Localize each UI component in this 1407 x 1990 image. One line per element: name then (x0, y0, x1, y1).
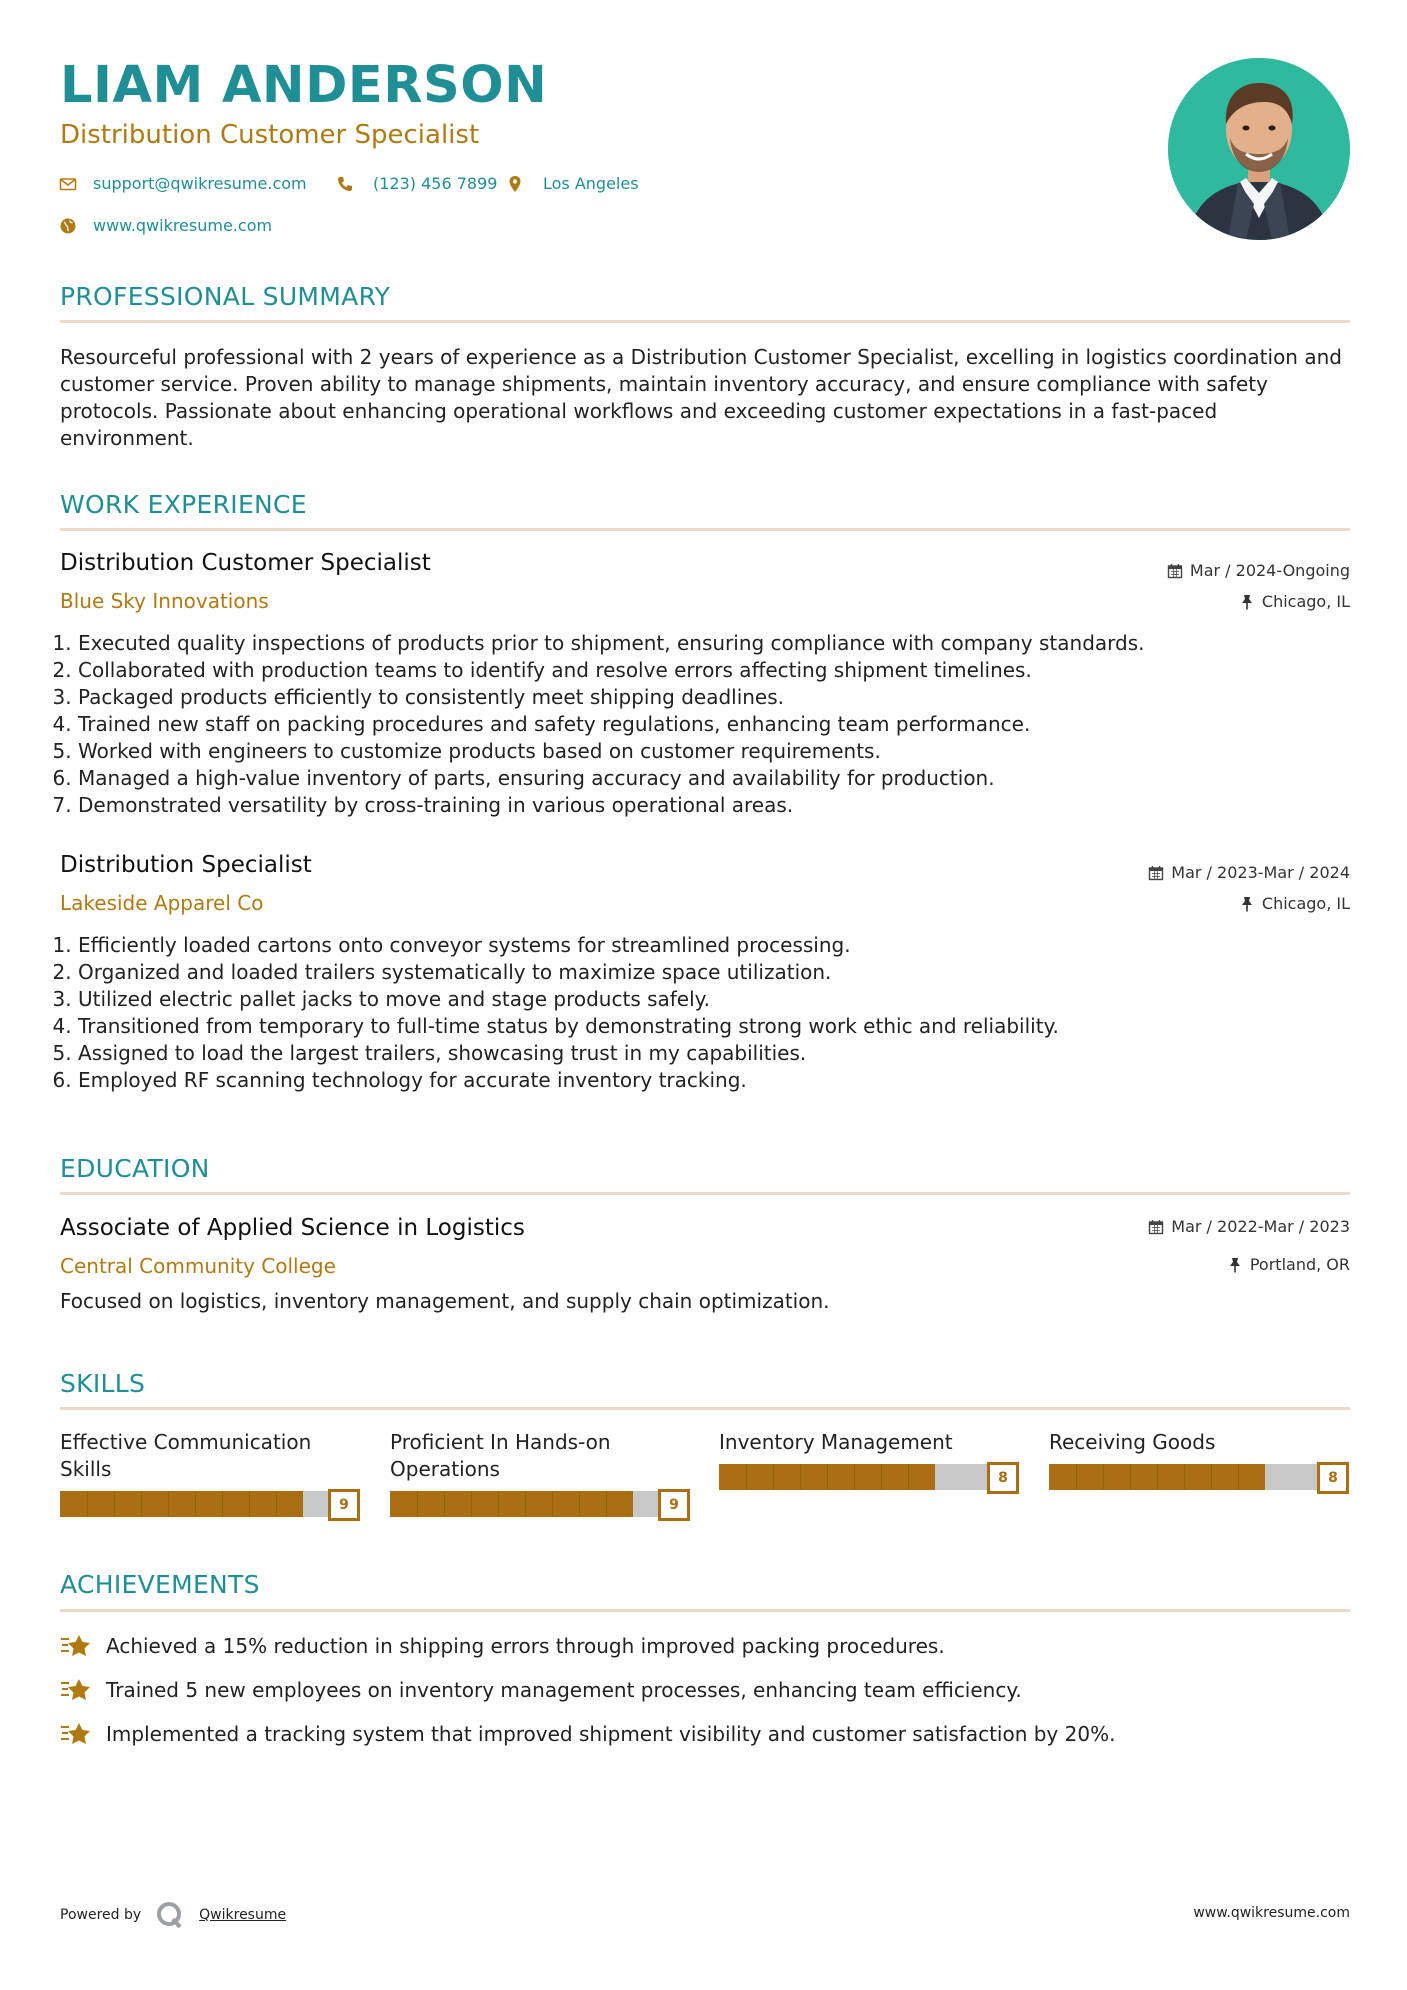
list-item: 5. Assigned to load the largest trailers, showcasing trust in my capabilities. (78, 1040, 1368, 1067)
skill-bar-segment (195, 1491, 196, 1517)
powered-by-label: Powered by (60, 1907, 142, 1923)
summary-divider (60, 320, 1350, 323)
skill-score: 8 (1317, 1462, 1349, 1494)
globe-icon (59, 217, 77, 235)
list-item: 2. Organized and loaded trailers systematically to maximize space utilization. (78, 959, 1368, 986)
portrait-avatar (1168, 58, 1350, 240)
candidate-title: Distribution Customer Specialist (60, 120, 480, 150)
skill-item (390, 1429, 690, 1519)
experience-divider (60, 528, 1350, 531)
skill-bar-track (390, 1491, 660, 1517)
email-link[interactable]: support@qwikresume.com (93, 174, 307, 193)
website-link[interactable]: www.qwikresume.com (93, 216, 273, 235)
skill-bar-segment (854, 1464, 855, 1490)
skill-bar-segment (249, 1491, 250, 1517)
skill-bar-fill (60, 1491, 303, 1517)
achievement-item (60, 1721, 1115, 1747)
skill-bar-segment (498, 1491, 499, 1517)
footer-brand-link[interactable]: Qwikresume (199, 1907, 287, 1923)
skill-rating-bar (390, 1489, 690, 1519)
skill-bar-segment (222, 1491, 223, 1517)
skill-name: Effective Communication Skills (60, 1430, 312, 1481)
job-location-text: Chicago, IL (1261, 592, 1350, 611)
job-role: Distribution Customer Specialist (60, 550, 431, 576)
skill-bar-segment (552, 1491, 553, 1517)
education-school: Central Community College (60, 1254, 336, 1278)
job-company: Blue Sky Innovations (60, 589, 269, 613)
achievement-item (60, 1633, 945, 1659)
profile-photo (1168, 58, 1350, 240)
achievement-text: Trained 5 new employees on inventory management processes, enhancing team efficiency. (106, 1678, 1022, 1702)
list-item: 7. Demonstrated versatility by cross-training in various operational areas. (78, 792, 1368, 819)
skill-bar-segment (579, 1491, 580, 1517)
skill-score: 8 (987, 1462, 1019, 1494)
education-location-text: Portland, OR (1249, 1255, 1350, 1274)
skills-divider (60, 1407, 1350, 1410)
phone-number[interactable]: (123) 456 7899 (373, 174, 498, 193)
skill-bar-segment (1184, 1464, 1185, 1490)
list-item: 4. Trained new staff on packing procedures and safety regulations, enhancing team performance. (78, 711, 1368, 738)
list-item: 4. Transitioned from temporary to full-time status by demonstrating strong work ethic and reliability. (78, 1013, 1368, 1040)
skill-bar-segment (800, 1464, 801, 1490)
list-item: 3. Packaged products efficiently to consistently meet shipping deadlines. (78, 684, 1368, 711)
education-location (1227, 1255, 1350, 1274)
skill-item (719, 1429, 1019, 1492)
skill-bar-segment (1076, 1464, 1077, 1490)
skill-bar-segment (746, 1464, 747, 1490)
achievement-text: Achieved a 15% reduction in shipping errors through improved packing procedures. (106, 1634, 945, 1658)
achievement-item (60, 1677, 1022, 1703)
education-heading: EDUCATION (60, 1154, 210, 1183)
skill-bar-segment (114, 1491, 115, 1517)
envelope-icon (59, 175, 77, 193)
skill-bar-track (719, 1464, 989, 1490)
skill-bar-segment (1130, 1464, 1131, 1490)
pushpin-icon (1239, 896, 1255, 912)
skill-bar-segment (141, 1491, 142, 1517)
skill-bar-segment (525, 1491, 526, 1517)
skill-rating-bar (719, 1462, 1019, 1492)
job-dates-text: Mar / 2024-Ongoing (1189, 561, 1350, 580)
skill-bar-segment (471, 1491, 472, 1517)
list-item: 1. Efficiently loaded cartons onto conveyor systems for streamlined processing. (78, 932, 1368, 959)
skill-bar-segment (168, 1491, 169, 1517)
education-description: Focused on logistics, inventory management, and supply chain optimization. (60, 1289, 830, 1313)
star-award-icon (60, 1721, 92, 1747)
job-bullets (60, 932, 1368, 1094)
skill-bar-segment (908, 1464, 909, 1490)
skill-name: Inventory Management (719, 1430, 953, 1454)
skill-rating-bar (1049, 1462, 1349, 1492)
skill-bar-segment (1211, 1464, 1212, 1490)
job-dates-text: Mar / 2023-Mar / 2024 (1171, 863, 1350, 882)
skill-bar-track (60, 1491, 330, 1517)
list-item: 6. Employed RF scanning technology for accurate inventory tracking. (78, 1067, 1368, 1094)
skill-name: Receiving Goods (1049, 1430, 1216, 1454)
star-award-icon (60, 1633, 92, 1659)
education-dates (1148, 1217, 1350, 1236)
job-location (1239, 592, 1350, 611)
skill-bar-segment (417, 1491, 418, 1517)
skill-bar-segment (87, 1491, 88, 1517)
job-bullets (60, 630, 1368, 819)
list-item: 2. Collaborated with production teams to identify and resolve errors affecting shipment timelines. (78, 657, 1368, 684)
skills-heading: SKILLS (60, 1369, 146, 1398)
job-location (1239, 894, 1350, 913)
skill-item (1049, 1429, 1349, 1492)
skill-bar-segment (881, 1464, 882, 1490)
calendar-icon (1148, 1219, 1164, 1235)
skill-bar-segment (1157, 1464, 1158, 1490)
calendar-icon (1167, 563, 1183, 579)
skill-bar-fill (719, 1464, 935, 1490)
list-item: 1. Executed quality inspections of products prior to shipment, ensuring compliance with company standards. (78, 630, 1368, 657)
skill-bar-segment (276, 1491, 277, 1517)
skill-name: Proficient In Hands-on Operations (390, 1430, 611, 1481)
list-item: 3. Utilized electric pallet jacks to move and stage products safely. (78, 986, 1368, 1013)
job-dates (1148, 863, 1350, 882)
pushpin-icon (1239, 594, 1255, 610)
location-text: Los Angeles (543, 174, 639, 193)
job-location-text: Chicago, IL (1261, 894, 1350, 913)
candidate-name: LIAM ANDERSON (60, 56, 548, 115)
education-divider (60, 1192, 1350, 1195)
summary-text: Resourceful professional with 2 years of experience as a Distribution Customer Specialist, excelling in logistics coordination and customer service. Proven ability to manage shipments, maintain inventory accuracy, and ensure compliance with safety protocols. Passionate about enhancing operational workflows and exceeding customer expectations in a fast-paced environment. (60, 345, 1342, 450)
skill-bar-segment (773, 1464, 774, 1490)
calendar-icon (1148, 865, 1164, 881)
phone-icon (336, 175, 354, 193)
pushpin-icon (1227, 1257, 1243, 1273)
achievements-divider (60, 1609, 1350, 1612)
skill-bar-fill (390, 1491, 633, 1517)
star-award-icon (60, 1677, 92, 1703)
skill-bar-track (1049, 1464, 1319, 1490)
achievements-heading: ACHIEVEMENTS (60, 1570, 260, 1599)
skill-bar-segment (827, 1464, 828, 1490)
skill-bar-fill (1049, 1464, 1265, 1490)
list-item: 5. Worked with engineers to customize products based on customer requirements. (78, 738, 1368, 765)
skill-bar-segment (444, 1491, 445, 1517)
education-dates-text: Mar / 2022-Mar / 2023 (1171, 1217, 1350, 1236)
qwikresume-logo-icon (155, 1900, 185, 1930)
job-dates (1167, 561, 1350, 580)
skill-score: 9 (328, 1489, 360, 1521)
skill-bar-segment (1238, 1464, 1239, 1490)
list-item: 6. Managed a high-value inventory of parts, ensuring accuracy and availability for production. (78, 765, 1368, 792)
job-role: Distribution Specialist (60, 852, 312, 878)
achievement-text: Implemented a tracking system that improved shipment visibility and customer satisfaction by 20%. (106, 1722, 1116, 1746)
education-degree: Associate of Applied Science in Logistics (60, 1215, 525, 1241)
skill-item (60, 1429, 360, 1519)
job-company: Lakeside Apparel Co (60, 891, 264, 915)
summary-heading: PROFESSIONAL SUMMARY (60, 282, 391, 311)
footer-website[interactable]: www.qwikresume.com (1193, 1905, 1350, 1921)
footer-powered-by (60, 1900, 286, 1930)
map-pin-icon (506, 175, 524, 193)
skill-bar-segment (606, 1491, 607, 1517)
skill-rating-bar (60, 1489, 360, 1519)
experience-heading: WORK EXPERIENCE (60, 490, 307, 519)
skill-score: 9 (658, 1489, 690, 1521)
skill-bar-segment (1103, 1464, 1104, 1490)
